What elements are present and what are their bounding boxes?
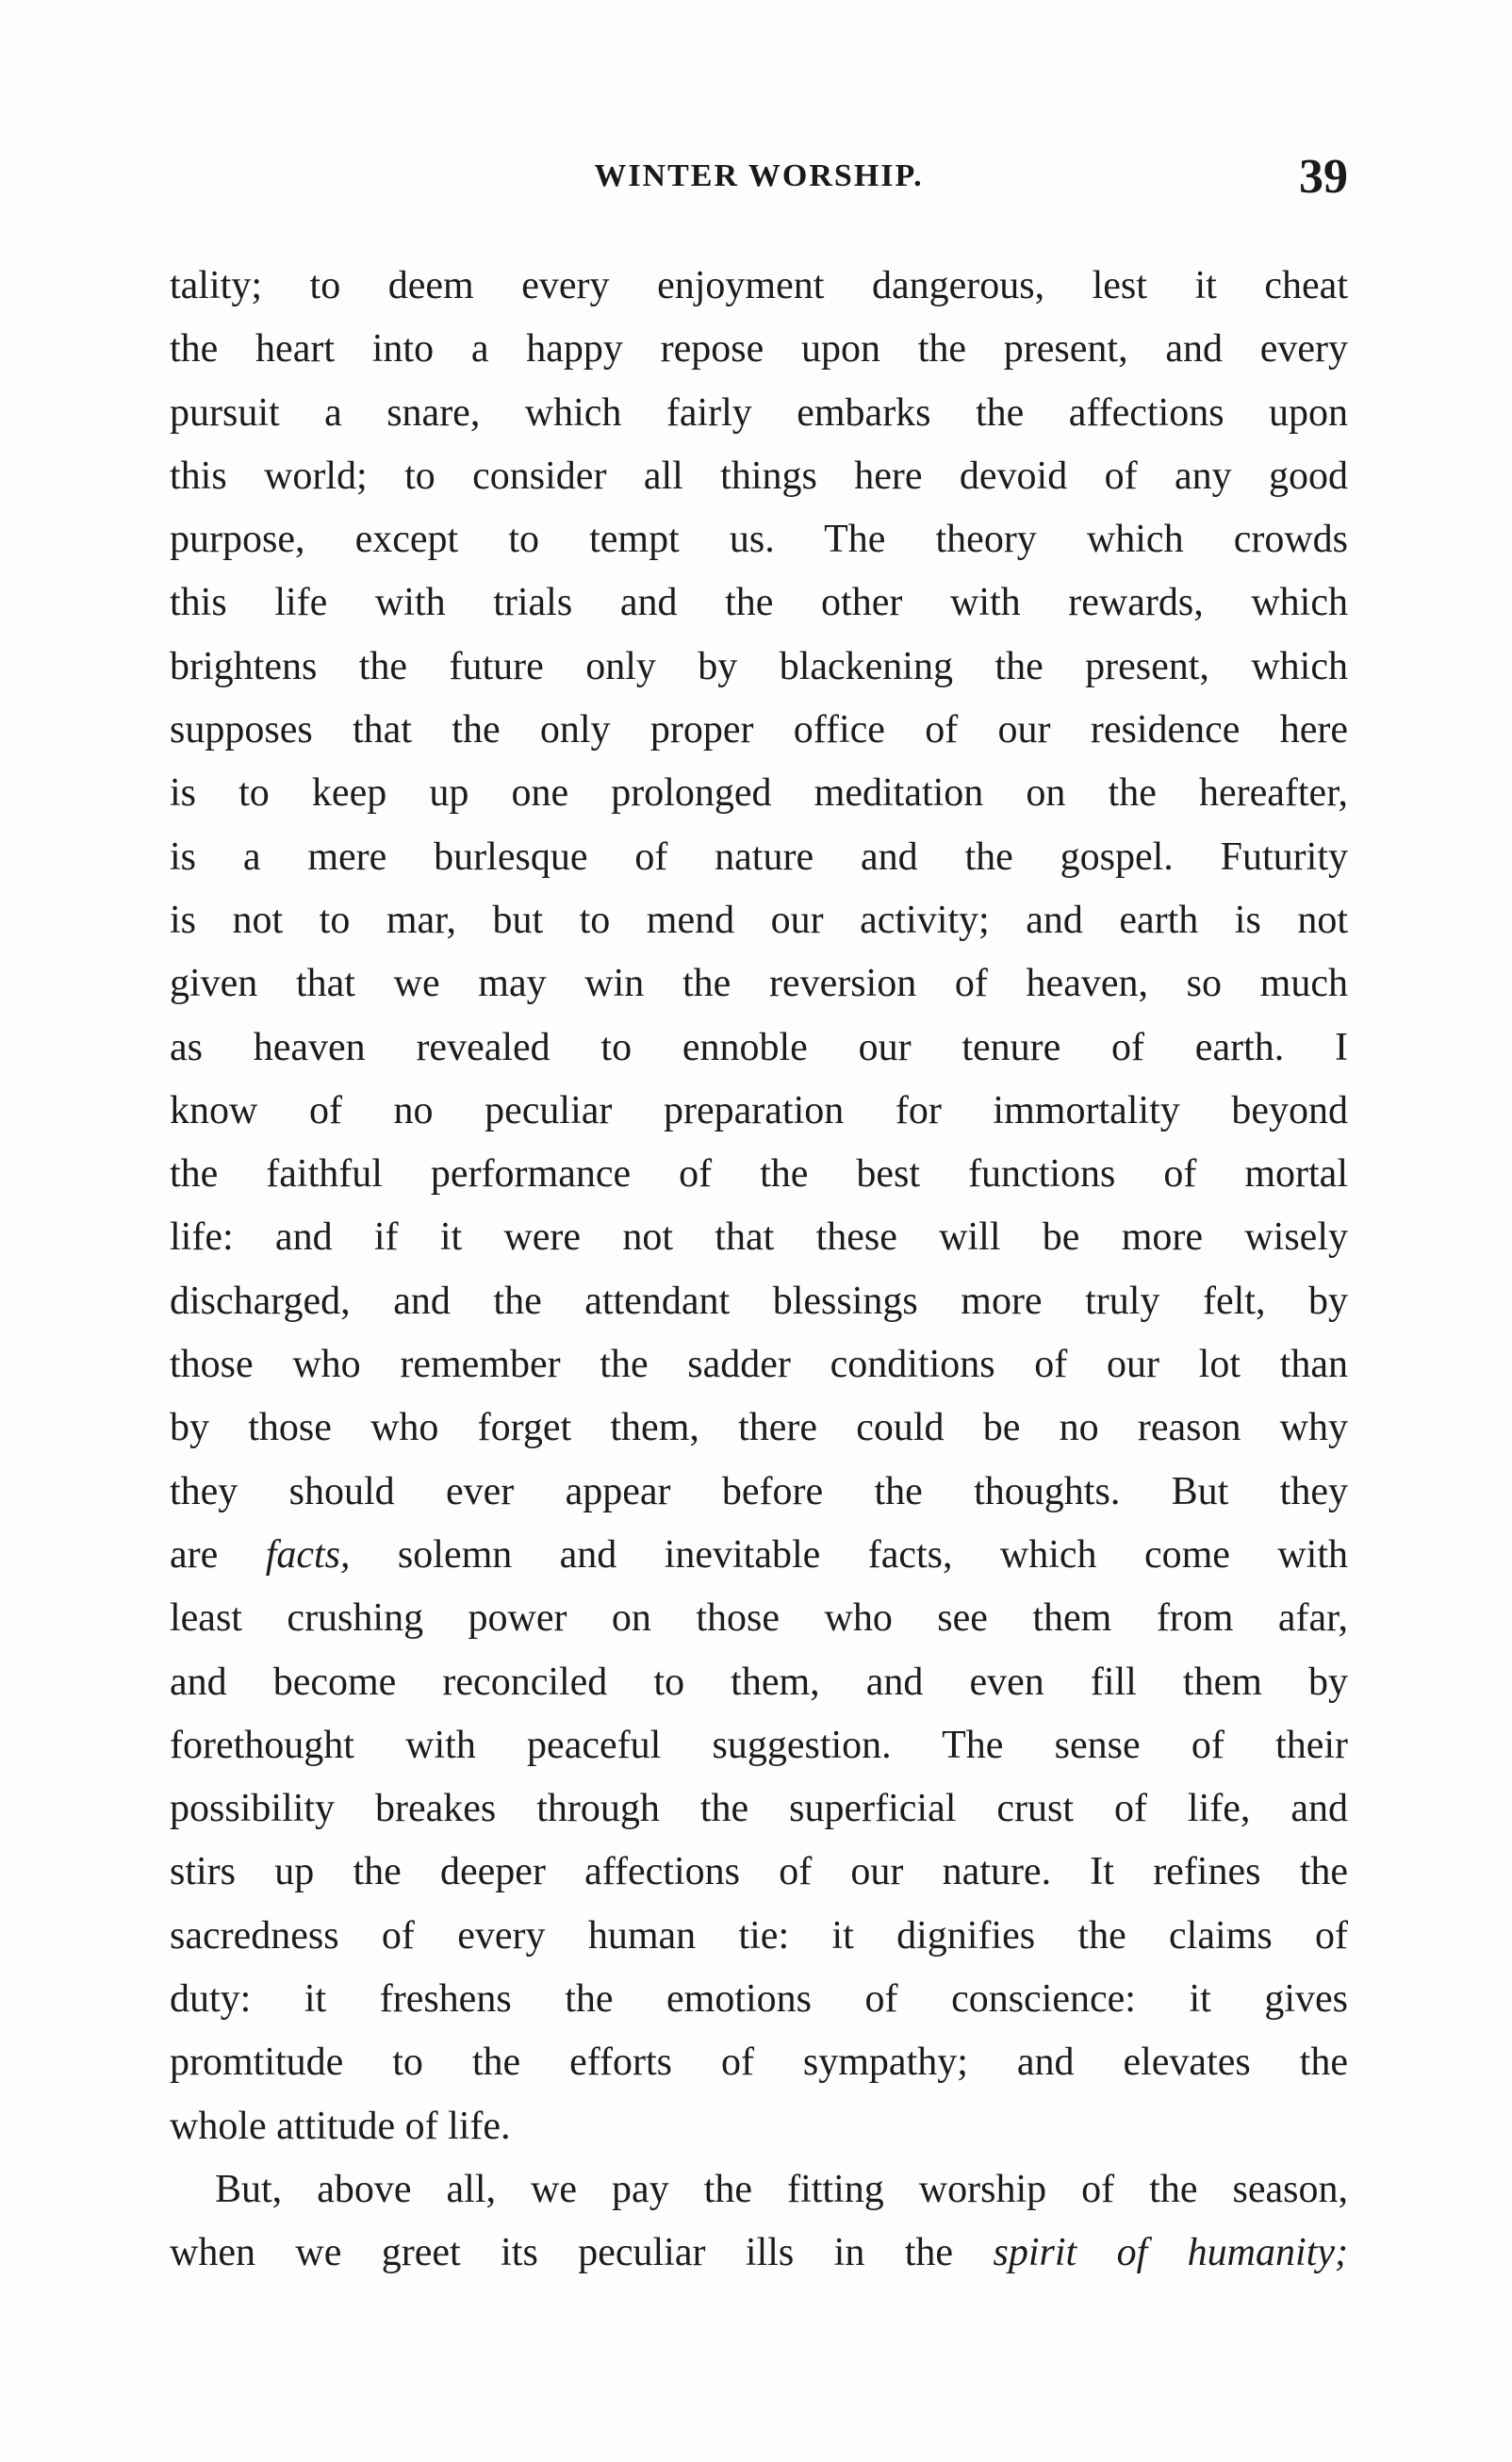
- running-head: WINTER WORSHIP.: [594, 158, 924, 193]
- text-fragment: when we greet its peculiar ills in the: [170, 2231, 994, 2275]
- page-number: 39: [1299, 150, 1348, 204]
- text-line: brightens the future only by blackening the present, which: [170, 644, 1348, 688]
- text-line: as heaven revealed to ennoble our tenure of earth. I: [170, 1025, 1348, 1069]
- paragraph-end-line: whole attitude of life.: [170, 2104, 511, 2148]
- text-line: duty: it freshens the emotions of conscience: it gives: [170, 1977, 1348, 2022]
- text-line: purpose, except to tempt us. The theory which crowds: [170, 518, 1348, 562]
- text-line: is to keep up one prolonged meditation on the hereafter,: [170, 771, 1348, 816]
- body-text: [170, 255, 1348, 2286]
- text-line: this life with trials and the other with rewards, which: [170, 581, 1348, 625]
- italic-word: facts,: [265, 1532, 351, 1577]
- italic-phrase: spirit of humanity;: [993, 2231, 1348, 2275]
- paragraph-start-line: But, above all, we pay the fitting worship of the season,: [215, 2167, 1348, 2211]
- text-line: they should ever appear before the thoughts. But they: [170, 1469, 1348, 1513]
- text-line-with-italic: [170, 1524, 1348, 1587]
- text-line: tality; to deem every enjoyment dangerous, lest it cheat: [170, 264, 1348, 307]
- text-line: possibility breakes through the superficial crust of life, and: [170, 1787, 1348, 1831]
- text-line: is a mere burlesque of nature and the gospel. Futurity: [170, 834, 1348, 879]
- text-line: least crushing power on those who see them from afar,: [170, 1596, 1348, 1641]
- text-line: and become reconciled to them, and even fill them by: [170, 1660, 1348, 1704]
- text-line: promtitude to the efforts of sympathy; and elevates the: [170, 2041, 1348, 2085]
- text-line: the heart into a happy repose upon the present, and every: [170, 327, 1348, 372]
- page-header: [170, 150, 1348, 206]
- text-line: stirs up the deeper affections of our nature. It refines the: [170, 1850, 1348, 1894]
- text-line: is not to mar, but to mend our activity; and earth is not: [170, 898, 1348, 942]
- text-line: by those who forget them, there could be no reason why: [170, 1406, 1348, 1450]
- text-line: pursuit a snare, which fairly embarks the affections upon: [170, 390, 1348, 435]
- text-line: supposes that the only proper office of our residence here: [170, 708, 1348, 752]
- text-line: discharged, and the attendant blessings more truly felt, by: [170, 1279, 1348, 1323]
- text-line: this world; to consider all things here devoid of any good: [170, 454, 1348, 498]
- text-line: given that we may win the reversion of heaven, so much: [170, 962, 1348, 1006]
- text-line: forethought with peaceful suggestion. The sense of their: [170, 1723, 1348, 1767]
- text-line: those who remember the sadder conditions of our lot than: [170, 1343, 1348, 1387]
- text-line: sacredness of every human tie: it dignifies the claims of: [170, 1913, 1348, 1958]
- text-line: life: and if it were not that these will be more wisely: [170, 1215, 1348, 1260]
- text-fragment: are: [170, 1532, 266, 1577]
- text-line: know of no peculiar preparation for immortality beyond: [170, 1088, 1348, 1132]
- text-fragment: solemn and inevitable facts, which come with: [350, 1532, 1348, 1577]
- text-line: the faithful performance of the best functions of mortal: [170, 1152, 1348, 1197]
- text-line-with-italic: [170, 2222, 1348, 2285]
